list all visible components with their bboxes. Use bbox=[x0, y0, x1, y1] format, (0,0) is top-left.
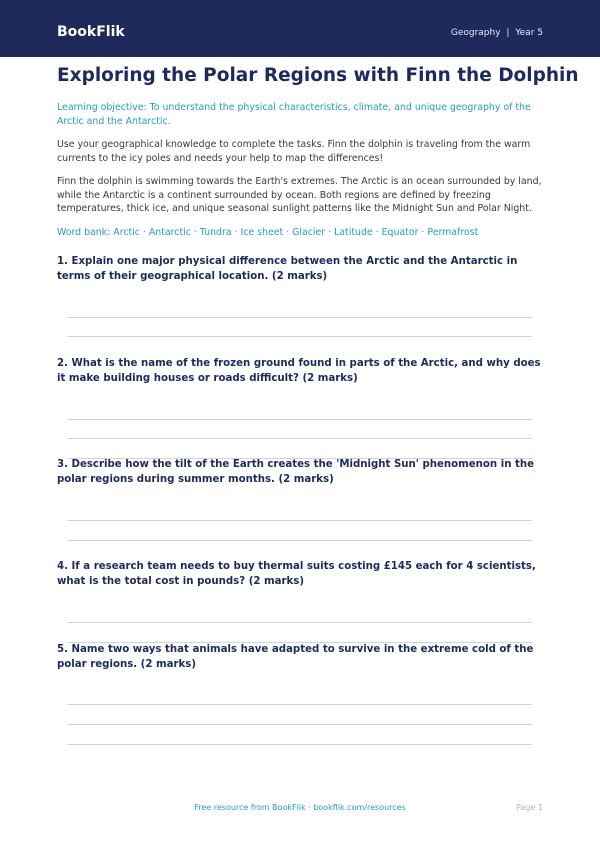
story-text: Finn the dolphin is swimming towards the Earth's extremes. The Arctic is an ocean surrounded by land, while the Antarctic is a continent surrounded by ocean. Both regions are defined by freezing temperatures, thick ice, and unique seasonal sunlight patterns like the Midnight Sun and Polar Night. bbox=[57, 176, 542, 214]
subject-label: Geography bbox=[450, 28, 501, 38]
page-number: Page 1 bbox=[516, 803, 543, 812]
page-title: Exploring the Polar Regions with Finn the Dolphin bbox=[57, 65, 579, 86]
question-text: 5. Name two ways that animals have adapted to survive in the extreme cold of the polar regions. (2 marks) bbox=[57, 644, 534, 670]
question-3 bbox=[57, 457, 543, 487]
question-2 bbox=[57, 356, 543, 386]
answer-line[interactable] bbox=[67, 622, 532, 623]
instructions: Use your geographical knowledge to complete the tasks. Finn the dolphin is traveling from the warm currents to the icy poles and needs your help to map the differences! bbox=[57, 139, 531, 164]
answer-line[interactable] bbox=[67, 540, 532, 541]
year-label: Year 5 bbox=[515, 28, 543, 38]
answer-line[interactable] bbox=[67, 419, 532, 420]
question-5 bbox=[57, 642, 543, 672]
question-text: 4. If a research team needs to buy thermal suits costing £145 each for 4 scientists, what is the total cost in pounds? (2 marks) bbox=[57, 561, 536, 587]
header-meta bbox=[451, 27, 543, 39]
answer-line[interactable] bbox=[67, 724, 532, 725]
footer bbox=[0, 802, 600, 816]
question-text: 3. Describe how the tilt of the Earth creates the 'Midnight Sun' phenomenon in the polar regions during summer months. (2 marks) bbox=[57, 459, 535, 485]
question-4 bbox=[57, 559, 543, 589]
header-bar bbox=[0, 0, 600, 57]
brand-logo: BookFlik bbox=[57, 24, 125, 40]
question-text: 1. Explain one major physical difference between the Arctic and the Antarctic in terms of their geographical location. (2 marks) bbox=[57, 256, 518, 282]
answer-line[interactable] bbox=[67, 336, 532, 337]
answer-line[interactable] bbox=[67, 317, 532, 318]
answer-line[interactable] bbox=[67, 438, 532, 439]
word-bank: Word bank: Arctic · Antarctic · Tundra · Ice sheet · Glacier · Latitude · Equator · Permafrost bbox=[57, 226, 479, 238]
answer-line[interactable] bbox=[67, 704, 532, 705]
learning-objective: Learning objective: To understand the physical characteristics, climate, and unique geography of the Arctic and the Antarctic. bbox=[57, 102, 531, 127]
question-text: 2. What is the name of the frozen ground found in parts of the Arctic, and why does it make building houses or roads difficult? (2 marks) bbox=[57, 358, 541, 384]
intro-section bbox=[57, 64, 579, 239]
answer-line[interactable] bbox=[67, 520, 532, 521]
answer-line[interactable] bbox=[67, 744, 532, 745]
footer-resource-link[interactable]: Free resource from BookFlik · bookflik.com/resources bbox=[194, 803, 406, 812]
question-1 bbox=[57, 254, 543, 284]
header-separator: | bbox=[506, 28, 510, 38]
